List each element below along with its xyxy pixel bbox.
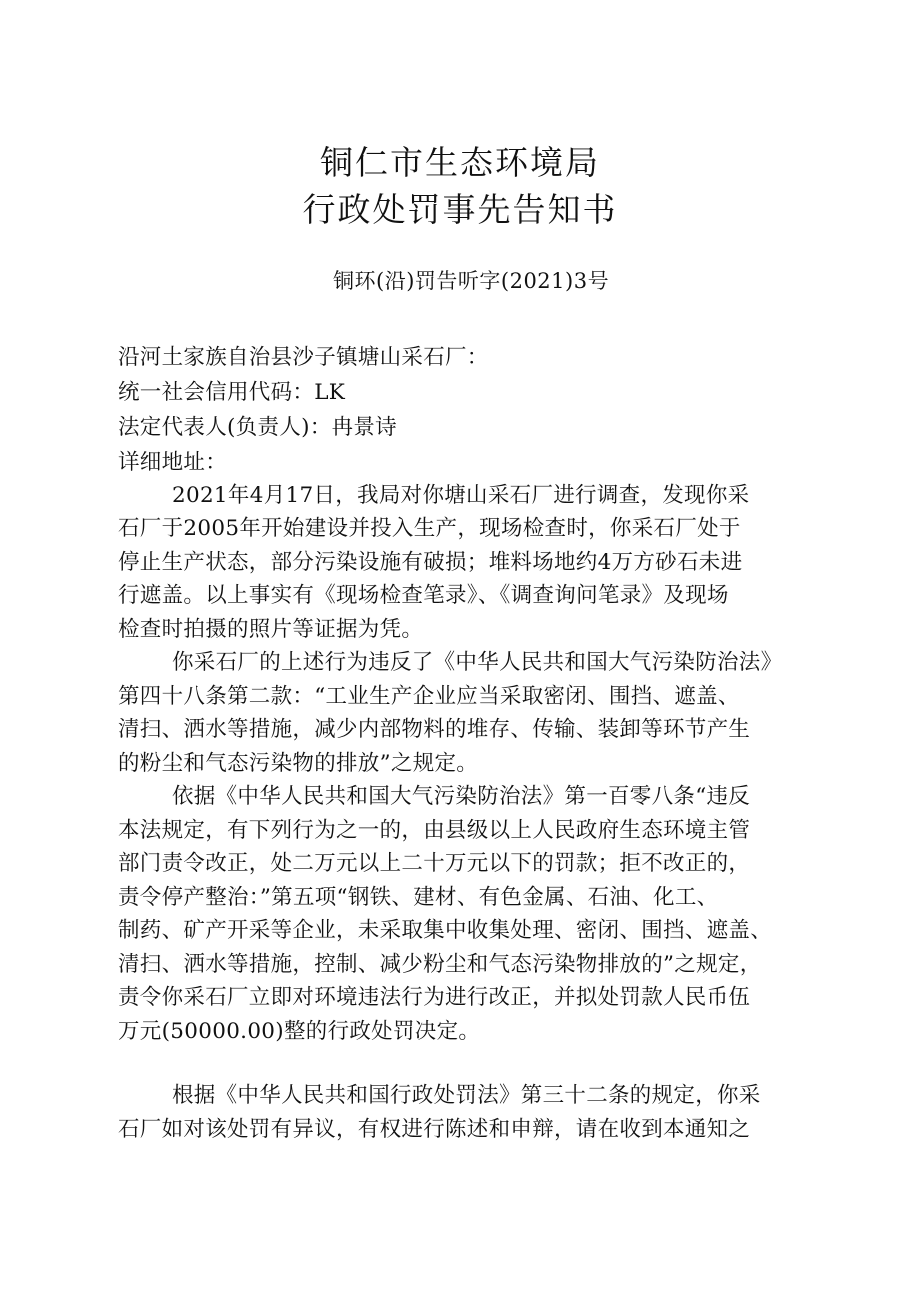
recipient-name: 沿河土家族自治县沙子镇塘山采石厂： <box>118 345 489 370</box>
credit-code: 统一社会信用代码：LK <box>118 380 346 405</box>
address: 详细地址： <box>118 450 228 475</box>
body-line: 石厂如对该处罚有异议，有权进行陈述和申辩，请在收到本通知之 <box>118 1117 751 1142</box>
body-line: 的粉尘和气态污染物的排放”之规定。 <box>118 751 479 776</box>
legal-representative: 法定代表人(负责人)：冉景诗 <box>118 415 397 440</box>
issuer-title: 铜仁市生态环境局 <box>320 143 600 182</box>
body-line: 第四十八条第二款：“工业生产企业应当采取密闭、围挡、遮盖、 <box>118 684 740 709</box>
body-line: 本法规定，有下列行为之一的，由县级以上人民政府生态环境主管 <box>118 818 751 843</box>
body-line: 行遮盖。以上事实有《现场检查笔录》、《调查询问笔录》及现场 <box>118 583 729 608</box>
body-line: 停止生产状态，部分污染设施有破损；堆料场地约4万方砂石未进 <box>118 550 743 575</box>
body-line: 清扫、洒水等措施，控制、减少粉尘和气态污染物排放的”之规定， <box>118 952 762 977</box>
body-line: 根据《中华人民共和国行政处罚法》第三十二条的规定，你采 <box>172 1083 761 1108</box>
body-line: 制药、矿产开采等企业，未采取集中收集处理、密闭、围挡、遮盖、 <box>118 918 773 943</box>
body-line: 2021年4月17日，我局对你塘山采石厂进行调查，发现你采 <box>172 483 750 508</box>
body-line: 清扫、洒水等措施，减少内部物料的堆存、传输、装卸等环节产生 <box>118 717 751 742</box>
document-number: 铜环(沿)罚告听字(2021)3号 <box>333 269 610 293</box>
body-line: 依据《中华人民共和国大气污染防治法》第一百零八条“违反 <box>172 784 751 809</box>
body-line: 责令停产整治：”第五项“钢铁、建材、有色金属、石油、化工、 <box>118 885 719 910</box>
body-line: 检查时拍摄的照片等证据为凭。 <box>118 617 424 642</box>
document-title: 行政处罚事先告知书 <box>302 190 618 229</box>
body-line: 部门责令改正，处二万元以上二十万元以下的罚款；拒不改正的， <box>118 851 751 876</box>
body-line: 万元(50000.00)整的行政处罚决定。 <box>118 1019 481 1044</box>
body-line: 石厂于2005年开始建设并投入生产，现场检查时，你采石厂处于 <box>118 516 741 541</box>
body-line: 责令你采石厂立即对环境违法行为进行改正，并拟处罚款人民币伍 <box>118 985 751 1010</box>
body-line: 你采石厂的上述行为违反了《中华人民共和国大气污染防治法》 <box>172 650 783 675</box>
